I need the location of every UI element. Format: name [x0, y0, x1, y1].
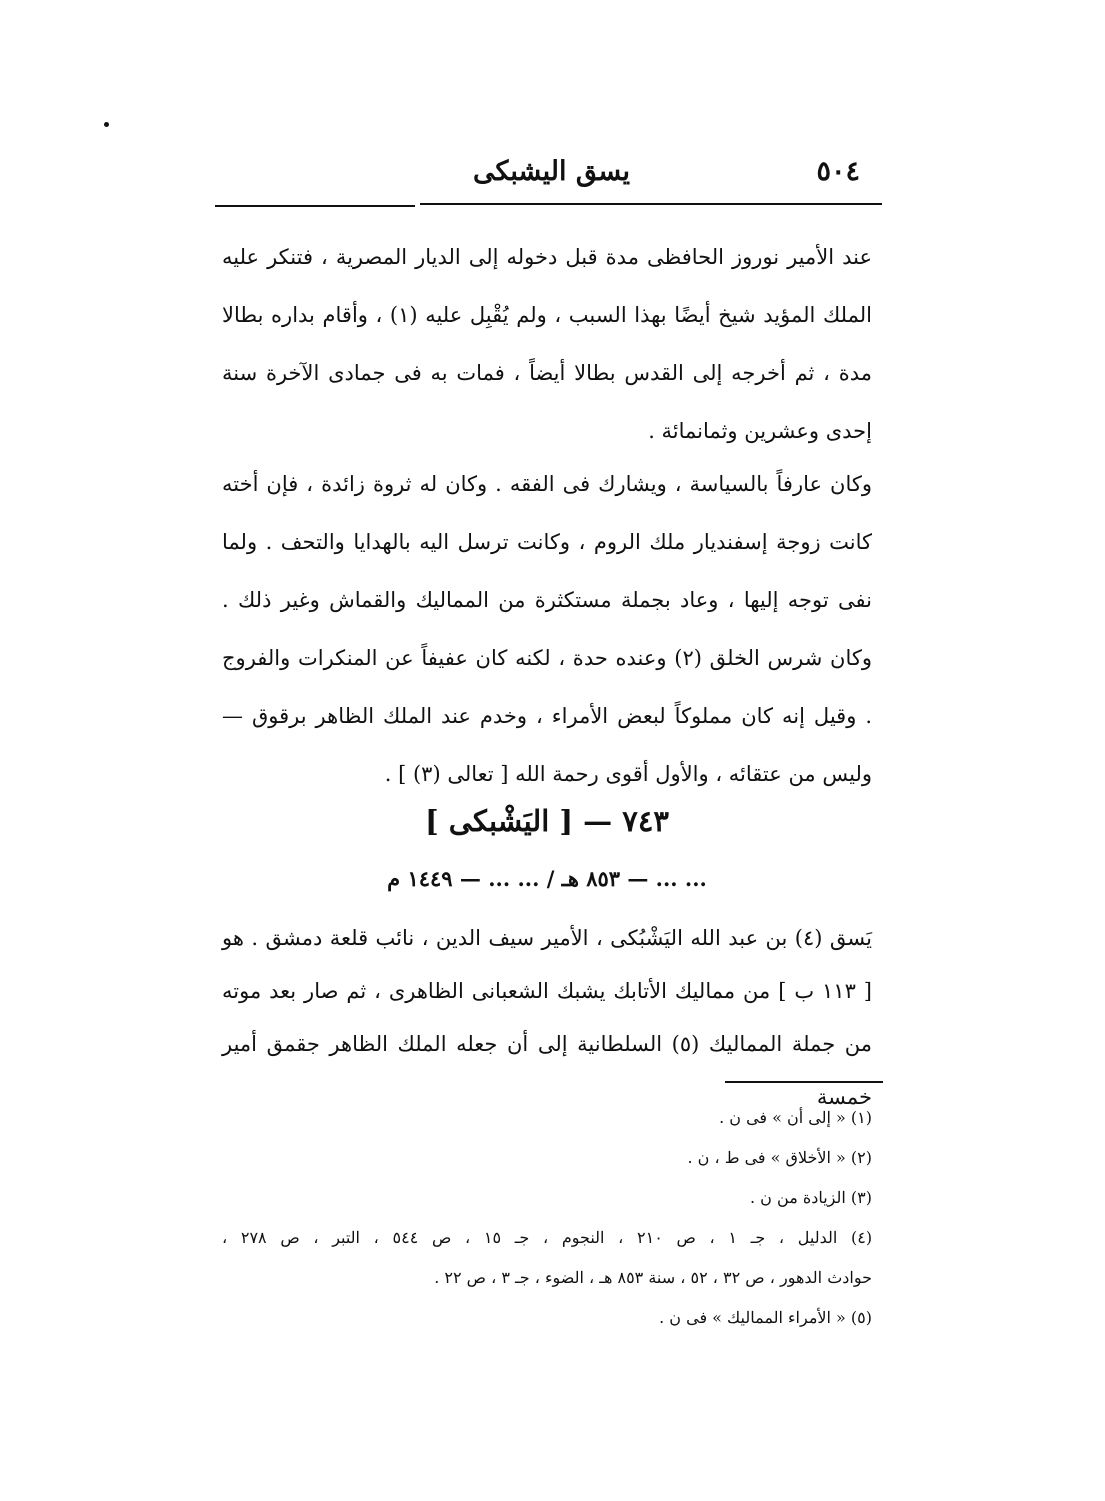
paragraph-text: يَسق (٤) بن عبد الله اليَشْبُكى ، الأمير سيف الدين ، نائب قلعة دمشق . هو [ ١١٣ ب ] من مماليك الأتابك يشبك الشعبانى الظاهرى ، ثم صار بعد موته من جملة المماليك (٥) السلطانية إلى أن جعله الملك الظاهر جقمق أمير خمسة: [222, 926, 872, 1109]
paragraph-text: عند الأمير نوروز الحافظى مدة قبل دخوله إلى الديار المصرية ، فتنكر عليه الملك المؤيد شيخ أيضًا بهذا السبب ، ولم يُقْبِل عليه (١) ، وأقام بداره بطالا مدة ، ثم أخرجه إلى القدس بطالا أيضاً ، فمات به فى جمادى الآخرة سنة إحدى وعشرين وثمانمائة .: [222, 245, 872, 443]
footnote-5: (٥) « الأمراء المماليك » فى ن .: [659, 1308, 872, 1327]
page-number: ٥٠٤: [816, 156, 860, 187]
paragraph-1: [222, 228, 872, 460]
footnote-1: (١) « إلى أن » فى ن .: [719, 1108, 872, 1127]
entry-heading: ٧٤٣ — [ اليَشْبكى ]: [424, 804, 669, 838]
entry-dates: ... ... — ٨٥٣ هـ / ... ... — ١٤٤٩ م: [387, 866, 707, 891]
ink-speck: [104, 122, 109, 127]
footnote-4: (٤) الدليل ، جـ ١ ، ص ٢١٠ ، النجوم ، جـ ١٥ ، ص ٥٤٤ ، التبر ، ص ٢٧٨ ،: [222, 1228, 873, 1247]
footnote-4-continued: حوادث الدهور ، ص ٣٢ ، ٥٢ ، سنة ٨٥٣ هـ ، الضوء ، جـ ٣ ، ص ٢٢ .: [434, 1268, 872, 1287]
footnote-2: (٢) « الأخلاق » فى ط ، ن .: [687, 1148, 872, 1167]
footnote-separator: [725, 1081, 883, 1083]
paragraph-text: وكان عارفاً بالسياسة ، ويشارك فى الفقه . وكان له ثروة زائدة ، فإن أخته كانت زوجة إسفنديار ملك الروم ، وكانت ترسل اليه بالهدايا والتحف . ولما نفى توجه إليها ، وعاد بجملة مستكثرة من المماليك والقماش وغير ذلك . وكان شرس الخلق (٢) وعنده حدة ، لكنه كان عفيفاً عن المنكرات والفروج . وقيل إنه كان مملوكاً لبعض الأمراء ، وخدم عند الملك الظاهر برقوق — وليس من عتقائه ، والأول أقوى رحمة الله [ تعالى (٣) ] .: [222, 472, 873, 786]
entry-body: [222, 912, 872, 1124]
paragraph-2: [222, 455, 872, 803]
header-rule-left: [215, 205, 415, 207]
footnotes: [222, 1098, 872, 1338]
running-title: يسق اليشبكى: [472, 156, 630, 187]
footnote-3: (٣) الزيادة من ن .: [750, 1188, 872, 1207]
page-header: [215, 150, 880, 194]
header-rule-right: [420, 203, 882, 205]
